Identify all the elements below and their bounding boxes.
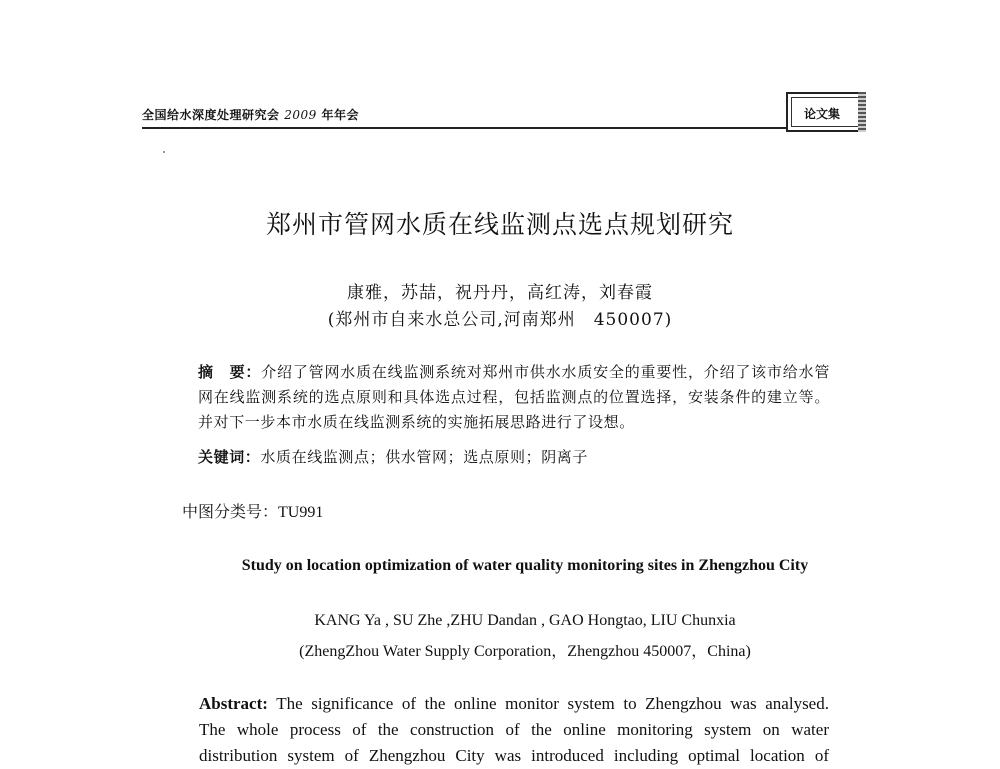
conference-suffix: 年年会	[321, 108, 359, 122]
badge-label: 论文集	[803, 107, 840, 121]
clc-label: 中图分类号：	[182, 502, 279, 521]
paper-title-cn: 郑州市管网水质在线监测点选点规划研究	[265, 210, 734, 239]
abstract-en-line-1	[199, 691, 829, 717]
abstract-cn	[198, 360, 830, 435]
abstract-cn-text: 介绍了管网水质在线监测系统对郑州市供水水质安全的重要性，介绍了该市给水管网在线监测系统的选点原则和具体选点过程，包括监测点的位置选择，安装条件的建立等。并对下一步本市水质在线监测系统的实施拓展思路进行了设想。	[198, 363, 831, 431]
keywords-cn-label: 关键词：	[198, 448, 261, 466]
paper-title-en: Study on location optimization of water quality monitoring sites in Zhengzhou City	[241, 557, 809, 574]
clc-code: TU991	[278, 504, 324, 521]
keywords-cn-text: 水质在线监测点；供水管网；选点原则；阴离子	[260, 448, 589, 466]
affiliation-en: (ZhengZhou Water Supply Corporation，Zhengzhou 450007，China)	[299, 643, 751, 660]
abstract-en-label: Abstract:	[199, 694, 268, 713]
authors-cn: 康雅，苏喆，祝丹丹，高红涛，刘春霞	[347, 283, 653, 303]
authors-en: KANG Ya , SU Zhe ,ZHU Dandan , GAO Hongtao, LIU Chunxia	[314, 612, 736, 629]
proceedings-badge	[786, 92, 866, 132]
scan-artifact	[163, 151, 165, 153]
affiliation-cn: (郑州市自来水总公司,河南郑州 450007)	[327, 310, 673, 330]
abstract-en-line-1-text: The significance of the online monitor system to Zhengzhou was analysed.	[276, 694, 829, 713]
classification-number	[182, 499, 323, 522]
abstract-en-line-3: distribution system of Zhengzhou City was introduced including optimal location of	[199, 746, 829, 765]
header-rule	[142, 127, 788, 129]
abstract-en-line-2: The whole process of the construction of the online monitoring system on water	[199, 720, 829, 739]
conference-label: 全国给水深度处理研究会	[142, 108, 280, 122]
abstract-en	[199, 691, 829, 769]
running-header	[142, 106, 359, 123]
conference-year: 2009	[284, 108, 317, 122]
keywords-cn	[198, 446, 830, 467]
abstract-cn-label: 摘 要：	[198, 363, 262, 381]
